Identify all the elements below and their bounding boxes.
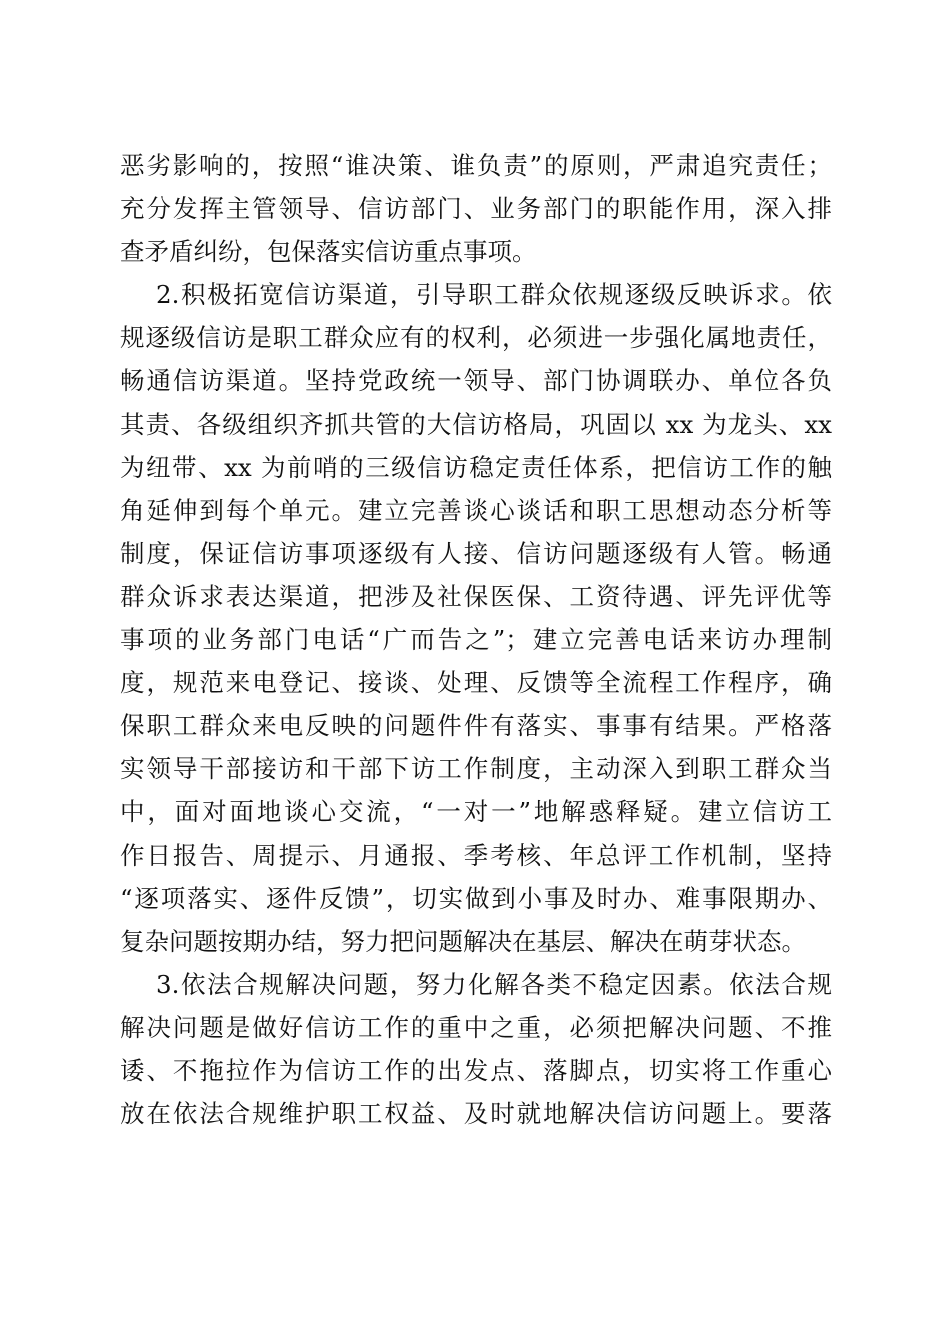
text-line: 规逐级信访是职工群众应有的权利，必须进一步强化属地责任， <box>120 323 832 353</box>
text-line: 2.积极拓宽信访渠道，引导职工群众依规逐级反映诉求。依 <box>156 280 832 310</box>
text-line: 畅通信访渠道。坚持党政统一领导、部门协调联办、单位各负 <box>120 366 832 396</box>
paragraph-item-2 <box>120 273 832 963</box>
text-line: 充分发挥主管领导、信访部门、业务部门的职能作用，深入排 <box>120 194 832 224</box>
text-line: 制度，保证信访事项逐级有人接、信访问题逐级有人管。畅通 <box>120 538 832 568</box>
paragraph-item-3 <box>120 963 832 1135</box>
text-line: 角延伸到每个单元。建立完善谈心谈话和职工思想动态分析等 <box>120 495 832 525</box>
document-body <box>120 144 832 1135</box>
text-line: 度，规范来电登记、接谈、处理、反馈等全流程工作程序，确 <box>120 668 832 698</box>
text-line: 实领导干部接访和干部下访工作制度，主动深入到职工群众当 <box>120 754 832 784</box>
text-line: 群众诉求表达渠道，把涉及社保医保、工资待遇、评先评优等 <box>120 581 832 611</box>
text-line: 事项的业务部门电话“广而告之”；建立完善电话来访办理制 <box>120 625 832 655</box>
text-line: 恶劣影响的，按照“谁决策、谁负责”的原则，严肃追究责任； <box>120 151 832 180</box>
text-line: 复杂问题按期办结，努力把问题解决在基层、解决在萌芽状态。 <box>120 926 806 956</box>
paragraph-continued <box>120 144 832 273</box>
text-line: 其责、各级组织齐抓共管的大信访格局，巩固以 xx 为龙头、xx <box>120 409 832 439</box>
text-line: 中，面对面地谈心交流，“一对一”地解惑释疑。建立信访工 <box>120 797 832 827</box>
text-line: 放在依法合规维护职工权益、及时就地解决信访问题上。要落 <box>120 1099 832 1129</box>
text-line: 保职工群众来电反映的问题件件有落实、事事有结果。严格落 <box>120 711 832 741</box>
text-line: “逐项落实、逐件反馈”，切实做到小事及时办、难事限期办、 <box>120 883 832 913</box>
text-line: 作日报告、周提示、月通报、季考核、年总评工作机制，坚持 <box>120 840 832 870</box>
text-line: 查矛盾纠纷，包保落实信访重点事项。 <box>120 237 537 267</box>
text-line: 为纽带、xx 为前哨的三级信访稳定责任体系，把信访工作的触 <box>120 452 832 482</box>
text-line: 解决问题是做好信访工作的重中之重，必须把解决问题、不推 <box>120 1012 832 1042</box>
text-line: 诿、不拖拉作为信访工作的出发点、落脚点，切实将工作重心 <box>120 1055 832 1085</box>
text-line: 3.依法合规解决问题，努力化解各类不稳定因素。依法合规 <box>156 969 832 999</box>
